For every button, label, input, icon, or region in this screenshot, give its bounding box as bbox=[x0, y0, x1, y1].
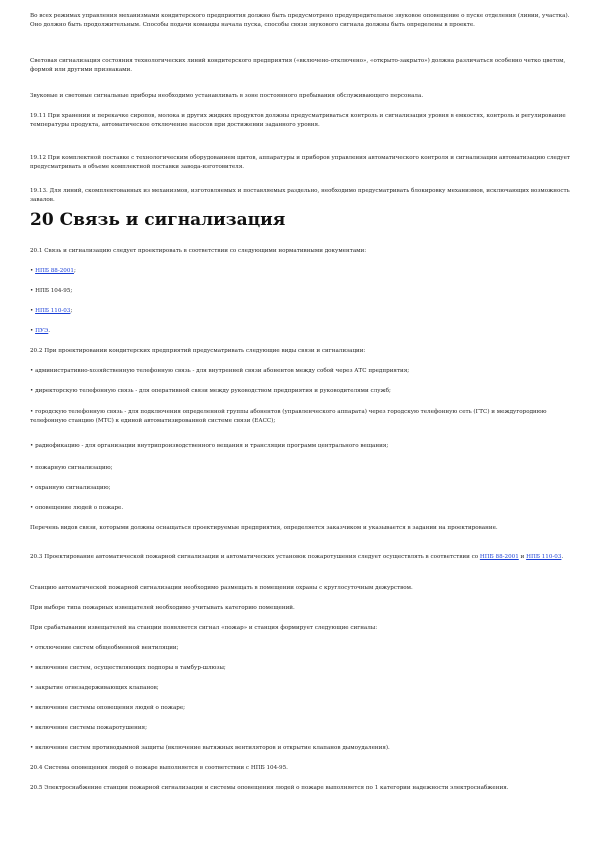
paragraph: 20.4 Система оповещения людей о пожаре выполняется в соответствии с НПБ 104-95. bbox=[30, 765, 288, 771]
document-link[interactable]: НПБ 110-03 bbox=[526, 554, 562, 560]
text-span: • НПБ 104-95; bbox=[30, 288, 73, 294]
paragraph: • директорскую телефонную связь - для оперативной связи между руководством предприятия и руководителями служб; bbox=[30, 388, 391, 394]
paragraph: • закрытие огнезадерживающих клапанов; bbox=[30, 685, 159, 691]
paragraph: 20.5 Электроснабжение станции пожарной сигнализации и системы оповещения людей о пожаре выполняется по 1 категории надежности электроснабжения. bbox=[30, 785, 509, 791]
text-span: 20.3 Проектирование автоматической пожарной сигнализации и автоматических установок пожаротушения следует осуществлять в соответствии со bbox=[30, 554, 480, 560]
paragraph: 19.12 При комплектной поставке с технологическим оборудованием щитов, аппаратуры и приборов управления автоматического контроля и сигнализации автоматизацию следует предусматривать в объеме комплектной поставки завода-изготовителя. bbox=[30, 155, 571, 170]
document-link[interactable]: НПБ 88-2001 bbox=[479, 554, 519, 560]
paragraph: • включение систем, осуществляющих подпоры в тамбур-шлюзы; bbox=[30, 665, 226, 671]
text-span: ; bbox=[73, 268, 76, 274]
text-span: ; bbox=[70, 308, 73, 314]
paragraph bbox=[30, 327, 570, 336]
paragraph: • городскую телефонную связь - для подключения определенной группы абонентов (управленческого аппарата) через городскую телефонную сеть (ГТС) и междугороднюю телефонную станцию (МТС) к единой автоматизированной системе связи (ЕАСС); bbox=[30, 409, 547, 424]
paragraph: • оповещение людей о пожаре. bbox=[30, 505, 124, 511]
paragraph: • административно-хозяйственную телефонную связь - для внутренней связи абонентов между собой через АТС предприятия; bbox=[30, 368, 410, 374]
paragraph: Станцию автоматической пожарной сигнализации необходимо размещать в помещении охраны с круглосуточным дежурством. bbox=[30, 585, 413, 591]
paragraph: • охранную сигнализацию; bbox=[30, 485, 111, 491]
paragraph: Световая сигнализация состояния технологических линий кондитерского предприятия («включено-отключено», «открыто-закрыто») должна различаться особенно четко цветом, формой или другими признаками. bbox=[30, 58, 566, 73]
paragraph: • включение систем противодымной защиты (включение вытяжных вентиляторов и открытие клапанов дымоудаления). bbox=[30, 745, 390, 751]
paragraph: • включение системы пожаротушения; bbox=[30, 725, 147, 731]
paragraph: 20.1 Связь и сигнализацию следует проектировать в соответствии со следующими нормативными документами: bbox=[30, 248, 367, 254]
paragraph bbox=[30, 267, 570, 276]
text-span: . bbox=[48, 328, 51, 334]
paragraph: • пожарную сигнализацию; bbox=[30, 465, 113, 471]
paragraph bbox=[30, 287, 570, 296]
paragraph: 20.2 При проектировании кондитерских предприятий предусматривать следующие виды связи и сигнализации: bbox=[30, 348, 366, 354]
paragraph: • отключение систем общеобменной вентиляции; bbox=[30, 645, 179, 651]
paragraph: Перечень видов связи, которыми должны оснащаться проектируемые предприятия, определяется заказчиком и указывается в задании на проектирование. bbox=[30, 525, 498, 531]
paragraph bbox=[30, 307, 570, 316]
paragraph: При срабатывании извещателей на станции появляется сигнал «пожар» и станция формирует следующие сигналы: bbox=[30, 625, 378, 631]
text-span: и bbox=[518, 554, 527, 560]
document-link[interactable]: НПБ 88-2001 bbox=[35, 268, 74, 274]
text-span: • bbox=[30, 268, 36, 274]
paragraph: • включение системы оповещения людей о пожаре; bbox=[30, 705, 186, 711]
paragraph: • радиофикацию - для организации внутрипроизводственного вещания и трансляции программ центрального вещания; bbox=[30, 443, 389, 449]
text-span: • bbox=[30, 308, 36, 314]
paragraph bbox=[30, 553, 570, 562]
paragraph: При выборе типа пожарных извещателей необходимо учитывать категорию помещений. bbox=[30, 605, 295, 611]
paragraph: 19.11 При хранении и перекачке сиропов, молока и других жидких продуктов должны предусматриваться контроль и сигнализация уровня в емкостях, контроль и регулирование температуры продукта, автоматическое отключение насосов при достижении заданного уровня. bbox=[30, 113, 566, 128]
section-heading: 20 Связь и сигнализация bbox=[30, 210, 286, 230]
paragraph: 19.13. Для линий, скомплектованных из механизмов, изготовляемых и поставляемых раздельно, необходимо предусматривать блокировку механизмов, исключающих возможность завалов. bbox=[30, 188, 570, 203]
document-link[interactable]: НПБ 110-03 bbox=[35, 308, 71, 314]
document-link[interactable]: ПУЭ bbox=[35, 328, 49, 334]
paragraph: Звуковые и световые сигнальные приборы необходимо устанавливать в зоне постоянного пребывания обслуживающего персонала. bbox=[30, 93, 424, 99]
text-span: • bbox=[30, 328, 36, 334]
paragraph: Во всех режимах управления механизмами кондитерского предприятия должно быть предусмотрено предупредительное звуковое оповещение о пуске отделения (линии, участка). Оно должно быть продолжительным. Способы подачи команды начала пуска, способы связи звукового сигнала должны быть определены в проекте. bbox=[30, 13, 570, 28]
text-span: . bbox=[561, 554, 564, 560]
